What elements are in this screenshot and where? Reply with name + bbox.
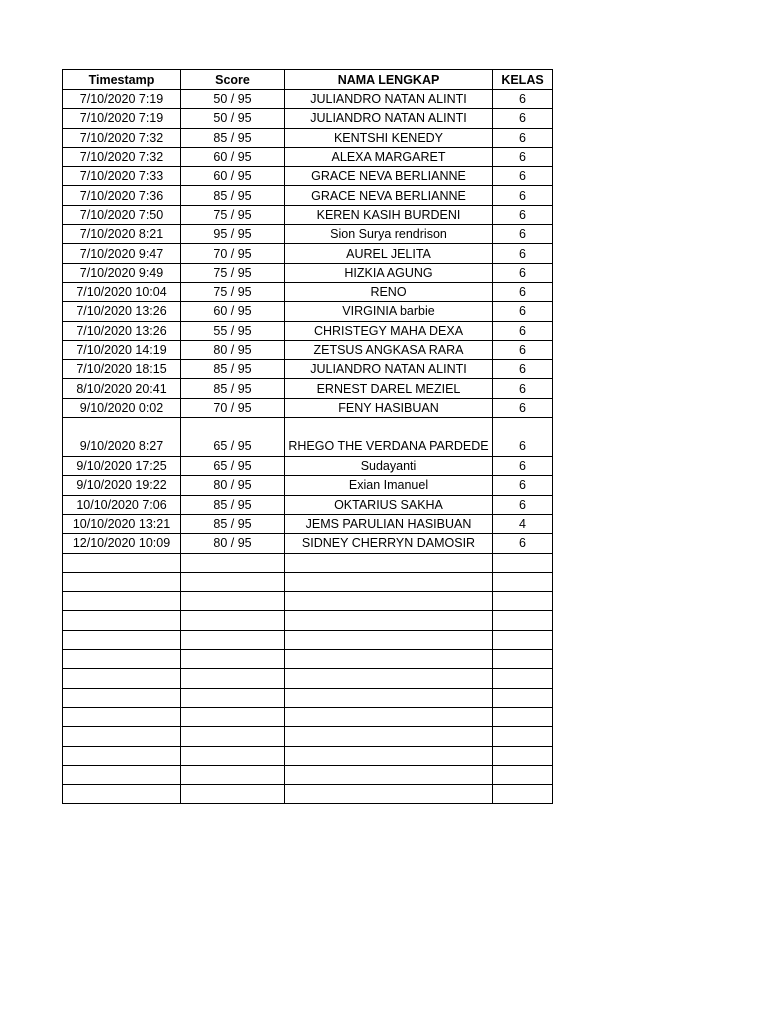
cell-nama-lengkap: SIDNEY CHERRYN DAMOSIR: [285, 534, 493, 553]
cell-score: 85 / 95: [181, 495, 285, 514]
cell-score: 80 / 95: [181, 534, 285, 553]
table-row: [63, 688, 553, 707]
cell-nama-lengkap: JEMS PARULIAN HASIBUAN: [285, 514, 493, 533]
cell-score: 75 / 95: [181, 282, 285, 301]
cell-nama-lengkap: JULIANDRO NATAN ALINTI: [285, 90, 493, 109]
table-row: [63, 147, 553, 166]
cell-score: 65 / 95: [181, 418, 285, 457]
cell-nama-lengkap: GRACE NEVA BERLIANNE: [285, 167, 493, 186]
cell-score: 80 / 95: [181, 476, 285, 495]
table-row: [63, 340, 553, 359]
cell-timestamp: [63, 746, 181, 765]
header-timestamp: Timestamp: [63, 70, 181, 90]
cell-nama-lengkap: RHEGO THE VERDANA PARDEDE: [285, 418, 493, 457]
cell-nama-lengkap: HIZKIA AGUNG: [285, 263, 493, 282]
cell-nama-lengkap: [285, 765, 493, 784]
cell-nama-lengkap: ERNEST DAREL MEZIEL: [285, 379, 493, 398]
cell-kelas: 6: [493, 282, 553, 301]
cell-timestamp: 7/10/2020 7:32: [63, 128, 181, 147]
cell-kelas: [493, 707, 553, 726]
cell-kelas: [493, 572, 553, 591]
cell-timestamp: 7/10/2020 9:47: [63, 244, 181, 263]
cell-timestamp: 7/10/2020 7:19: [63, 109, 181, 128]
cell-score: 65 / 95: [181, 457, 285, 476]
table-row: [63, 282, 553, 301]
cell-timestamp: [63, 765, 181, 784]
cell-score: 50 / 95: [181, 90, 285, 109]
table-row: [63, 128, 553, 147]
cell-kelas: [493, 727, 553, 746]
cell-score: [181, 727, 285, 746]
cell-score: 85 / 95: [181, 514, 285, 533]
cell-score: [181, 611, 285, 630]
table-row: [63, 572, 553, 591]
cell-nama-lengkap: [285, 707, 493, 726]
cell-nama-lengkap: [285, 553, 493, 572]
cell-nama-lengkap: [285, 785, 493, 804]
cell-timestamp: 7/10/2020 7:50: [63, 205, 181, 224]
table-row: [63, 302, 553, 321]
cell-kelas: 6: [493, 90, 553, 109]
cell-nama-lengkap: JULIANDRO NATAN ALINTI: [285, 109, 493, 128]
cell-nama-lengkap: KEREN KASIH BURDENI: [285, 205, 493, 224]
cell-kelas: [493, 669, 553, 688]
cell-timestamp: 9/10/2020 19:22: [63, 476, 181, 495]
cell-score: 60 / 95: [181, 167, 285, 186]
cell-timestamp: [63, 669, 181, 688]
cell-timestamp: [63, 630, 181, 649]
cell-timestamp: 7/10/2020 7:19: [63, 90, 181, 109]
cell-timestamp: 8/10/2020 20:41: [63, 379, 181, 398]
cell-kelas: 6: [493, 263, 553, 282]
cell-nama-lengkap: [285, 669, 493, 688]
cell-timestamp: 10/10/2020 13:21: [63, 514, 181, 533]
cell-kelas: 6: [493, 302, 553, 321]
cell-kelas: 6: [493, 534, 553, 553]
cell-timestamp: [63, 611, 181, 630]
cell-kelas: 6: [493, 476, 553, 495]
cell-timestamp: [63, 727, 181, 746]
cell-score: 95 / 95: [181, 225, 285, 244]
cell-nama-lengkap: [285, 630, 493, 649]
cell-timestamp: 7/10/2020 13:26: [63, 302, 181, 321]
table-row: [63, 457, 553, 476]
cell-kelas: 6: [493, 205, 553, 224]
table-row: [63, 398, 553, 417]
cell-kelas: 4: [493, 514, 553, 533]
table-row: [63, 167, 553, 186]
cell-timestamp: 7/10/2020 8:21: [63, 225, 181, 244]
cell-nama-lengkap: [285, 688, 493, 707]
cell-kelas: 6: [493, 398, 553, 417]
cell-timestamp: 7/10/2020 10:04: [63, 282, 181, 301]
cell-score: [181, 592, 285, 611]
header-score: Score: [181, 70, 285, 90]
cell-score: 60 / 95: [181, 147, 285, 166]
table-row: [63, 611, 553, 630]
cell-score: 55 / 95: [181, 321, 285, 340]
table-row: [63, 650, 553, 669]
table-row: [63, 186, 553, 205]
cell-timestamp: 12/10/2020 10:09: [63, 534, 181, 553]
cell-nama-lengkap: OKTARIUS SAKHA: [285, 495, 493, 514]
table-row: [63, 360, 553, 379]
cell-score: [181, 650, 285, 669]
table-row: [63, 90, 553, 109]
cell-timestamp: [63, 553, 181, 572]
header-nama-lengkap: NAMA LENGKAP: [285, 70, 493, 90]
table-row: [63, 727, 553, 746]
header-kelas: KELAS: [493, 70, 553, 90]
cell-timestamp: 7/10/2020 7:32: [63, 147, 181, 166]
cell-score: [181, 688, 285, 707]
cell-kelas: 6: [493, 360, 553, 379]
table-row: [63, 379, 553, 398]
cell-timestamp: [63, 572, 181, 591]
cell-timestamp: [63, 650, 181, 669]
cell-score: [181, 746, 285, 765]
cell-kelas: 6: [493, 244, 553, 263]
table-row: [63, 765, 553, 784]
table-header: [63, 70, 553, 90]
table-row: [63, 746, 553, 765]
cell-score: [181, 630, 285, 649]
cell-kelas: [493, 650, 553, 669]
cell-nama-lengkap: [285, 746, 493, 765]
cell-score: [181, 669, 285, 688]
cell-score: [181, 553, 285, 572]
cell-score: 85 / 95: [181, 186, 285, 205]
cell-kelas: [493, 553, 553, 572]
cell-score: [181, 765, 285, 784]
cell-score: 80 / 95: [181, 340, 285, 359]
cell-kelas: 6: [493, 167, 553, 186]
cell-nama-lengkap: VIRGINIA barbie: [285, 302, 493, 321]
cell-score: 50 / 95: [181, 109, 285, 128]
cell-nama-lengkap: RENO: [285, 282, 493, 301]
cell-timestamp: [63, 688, 181, 707]
cell-nama-lengkap: Sion Surya rendrison: [285, 225, 493, 244]
table-row: [63, 534, 553, 553]
cell-timestamp: 7/10/2020 13:26: [63, 321, 181, 340]
cell-score: 85 / 95: [181, 379, 285, 398]
cell-kelas: [493, 765, 553, 784]
cell-kelas: [493, 592, 553, 611]
cell-timestamp: 9/10/2020 17:25: [63, 457, 181, 476]
cell-kelas: 6: [493, 147, 553, 166]
table-row: [63, 495, 553, 514]
table-row: [63, 669, 553, 688]
cell-nama-lengkap: [285, 727, 493, 746]
cell-score: 85 / 95: [181, 128, 285, 147]
table-row: [63, 592, 553, 611]
cell-timestamp: 7/10/2020 7:36: [63, 186, 181, 205]
table-row: [63, 785, 553, 804]
cell-score: [181, 707, 285, 726]
table-row: [63, 514, 553, 533]
cell-nama-lengkap: GRACE NEVA BERLIANNE: [285, 186, 493, 205]
cell-kelas: [493, 611, 553, 630]
table-row: [63, 630, 553, 649]
cell-kelas: 6: [493, 457, 553, 476]
cell-kelas: 6: [493, 321, 553, 340]
cell-score: [181, 785, 285, 804]
cell-nama-lengkap: [285, 592, 493, 611]
cell-timestamp: 10/10/2020 7:06: [63, 495, 181, 514]
cell-kelas: 6: [493, 225, 553, 244]
cell-nama-lengkap: FENY HASIBUAN: [285, 398, 493, 417]
cell-nama-lengkap: Exian Imanuel: [285, 476, 493, 495]
table-row: [63, 225, 553, 244]
cell-score: 70 / 95: [181, 244, 285, 263]
cell-nama-lengkap: KENTSHI KENEDY: [285, 128, 493, 147]
cell-nama-lengkap: [285, 650, 493, 669]
cell-kelas: [493, 785, 553, 804]
cell-kelas: 6: [493, 186, 553, 205]
cell-kelas: [493, 688, 553, 707]
cell-timestamp: 9/10/2020 8:27: [63, 418, 181, 457]
cell-score: 75 / 95: [181, 205, 285, 224]
score-table: [62, 69, 553, 804]
cell-nama-lengkap: JULIANDRO NATAN ALINTI: [285, 360, 493, 379]
cell-kelas: 6: [493, 495, 553, 514]
cell-nama-lengkap: ALEXA MARGARET: [285, 147, 493, 166]
cell-timestamp: [63, 707, 181, 726]
cell-timestamp: 7/10/2020 9:49: [63, 263, 181, 282]
cell-nama-lengkap: Sudayanti: [285, 457, 493, 476]
cell-score: 75 / 95: [181, 263, 285, 282]
cell-kelas: 6: [493, 109, 553, 128]
cell-kelas: 6: [493, 418, 553, 457]
cell-nama-lengkap: [285, 611, 493, 630]
cell-kelas: 6: [493, 379, 553, 398]
table-row: [63, 109, 553, 128]
table-body: [63, 90, 553, 804]
cell-score: [181, 572, 285, 591]
cell-timestamp: 7/10/2020 7:33: [63, 167, 181, 186]
header-row: [63, 70, 553, 90]
cell-timestamp: 7/10/2020 14:19: [63, 340, 181, 359]
cell-kelas: [493, 746, 553, 765]
cell-score: 85 / 95: [181, 360, 285, 379]
cell-nama-lengkap: ZETSUS ANGKASA RARA: [285, 340, 493, 359]
cell-timestamp: 7/10/2020 18:15: [63, 360, 181, 379]
cell-nama-lengkap: [285, 572, 493, 591]
cell-nama-lengkap: AUREL JELITA: [285, 244, 493, 263]
table-row: [63, 707, 553, 726]
table-row: [63, 205, 553, 224]
cell-timestamp: 9/10/2020 0:02: [63, 398, 181, 417]
cell-score: 70 / 95: [181, 398, 285, 417]
cell-kelas: 6: [493, 340, 553, 359]
table-row: [63, 263, 553, 282]
cell-timestamp: [63, 785, 181, 804]
cell-score: 60 / 95: [181, 302, 285, 321]
table-row: [63, 418, 553, 457]
cell-nama-lengkap: CHRISTEGY MAHA DEXA: [285, 321, 493, 340]
table-row: [63, 553, 553, 572]
table-row: [63, 476, 553, 495]
table-row: [63, 321, 553, 340]
cell-kelas: 6: [493, 128, 553, 147]
cell-timestamp: [63, 592, 181, 611]
table-row: [63, 244, 553, 263]
cell-kelas: [493, 630, 553, 649]
